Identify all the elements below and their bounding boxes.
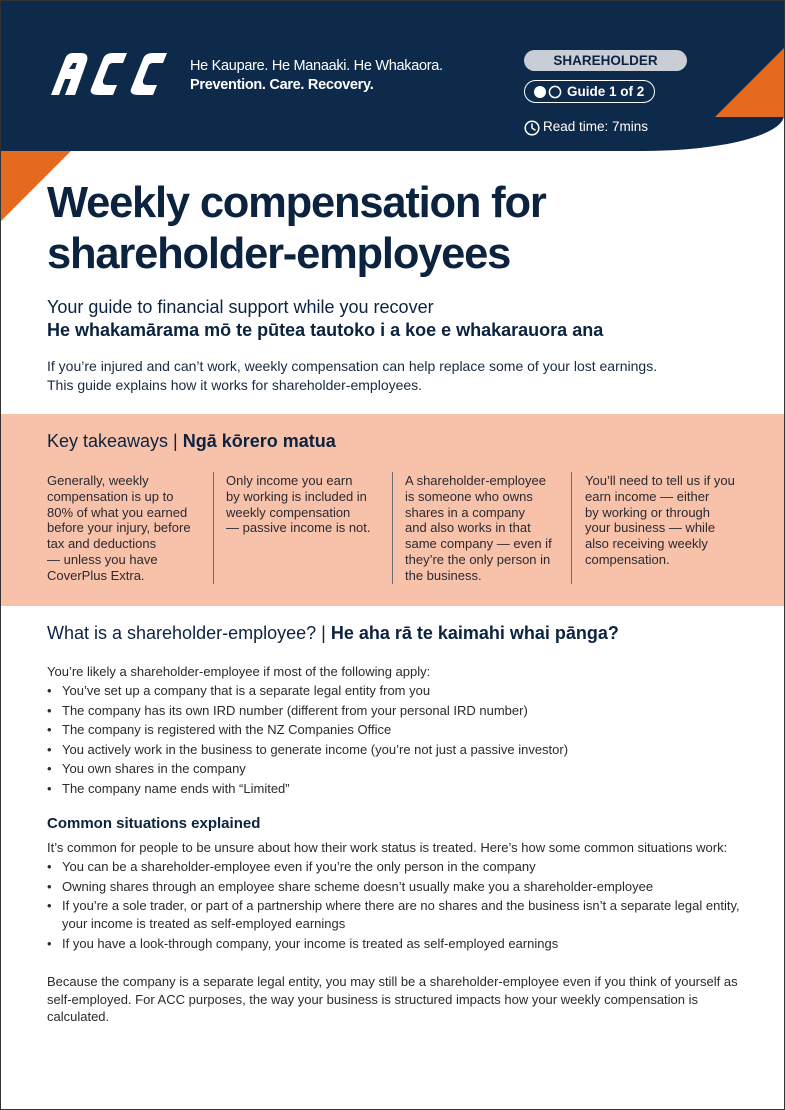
bullet-icon: • [47, 780, 52, 796]
key-takeaways-heading-mi: Ngā kōrero matua [182, 431, 336, 451]
takeaway-column-4 [585, 473, 743, 568]
common-situations-intro: It’s common for people to be unsure about how their work status is treated. Here’s how some common situations work: [47, 840, 728, 855]
bullet-icon: • [47, 683, 52, 698]
list-item-text: The company name ends with “Limited” [62, 780, 290, 796]
list-item [47, 701, 568, 721]
list-item [47, 897, 747, 933]
intro-line-1: If you’re injured and can’t work, weekly compensation can help replace some of your lost earnings. [47, 358, 658, 374]
what-is-heading [47, 623, 619, 644]
list-item-text: You own shares in the company [62, 761, 246, 777]
takeaway-line: your business — while [585, 520, 716, 536]
corner-accent-top-right [715, 48, 784, 117]
takeaway-line: and also works in that [405, 520, 531, 536]
subtitle: Your guide to financial support while you recover [47, 297, 434, 317]
takeaway-divider [213, 472, 214, 584]
subtitle-maori: He whakamārama mō te pūtea tautoko i a koe e whakarauora ana [47, 320, 604, 340]
list-item [47, 935, 747, 953]
list-item [47, 878, 747, 896]
takeaway-line: — passive income is not. [226, 520, 371, 536]
takeaway-line: before your injury, before [47, 520, 191, 536]
key-takeaways-heading-en: Key takeaways | [47, 431, 183, 451]
takeaway-line: 80% of what you earned [47, 504, 188, 520]
what-is-bullet-list [47, 681, 568, 799]
title-line-1: Weekly compensation for [47, 179, 546, 227]
bullet-icon: • [47, 741, 52, 757]
progress-dots-icon [533, 85, 563, 99]
list-item-text: You actively work in the business to generate income (you’re not just a passive investor) [62, 741, 569, 757]
takeaway-line: same company — even if [405, 536, 552, 552]
key-takeaways-panel [1, 414, 784, 606]
what-is-intro: You’re likely a shareholder-employee if most of the following apply: [47, 664, 431, 679]
list-item-text: You can be a shareholder-employee even if you’re the only person in the company [62, 859, 536, 874]
common-situations-bullet-list [47, 858, 747, 954]
takeaway-line: CoverPlus Extra. [47, 567, 145, 583]
acc-logo [47, 49, 169, 99]
list-item-text: If you have a look-through company, your income is treated as self-employed earnings [62, 935, 559, 951]
bullet-icon: • [47, 935, 52, 951]
takeaway-line: by working is included in [226, 488, 367, 504]
list-item [47, 759, 568, 779]
list-item [47, 740, 568, 760]
list-item-text: The company has its own IRD number (different from your personal IRD number) [62, 702, 528, 718]
key-takeaways-heading [47, 431, 336, 452]
read-time-label: Read time: 7mins [543, 119, 649, 134]
intro-paragraph [47, 357, 747, 395]
bullet-icon: • [47, 859, 52, 874]
tagline-english: Prevention. Care. Recovery. [190, 77, 374, 93]
audience-badge: SHAREHOLDER [524, 50, 687, 71]
takeaway-line: — unless you have [47, 551, 158, 567]
list-item [47, 720, 568, 740]
takeaway-line: You’ll need to tell us if you [585, 473, 735, 488]
list-item-text: You’ve set up a company that is a separate legal entity from you [62, 683, 431, 698]
guide-progress-pill [524, 80, 655, 103]
takeaway-column-3 [405, 473, 563, 584]
takeaway-line: compensation. [585, 551, 670, 567]
takeaway-line: by working or through [585, 504, 711, 520]
takeaway-line: tax and deductions [47, 536, 157, 552]
takeaway-line: they’re the only person in [405, 551, 551, 567]
list-item [47, 681, 568, 701]
clock-icon [524, 120, 540, 136]
takeaway-line: is someone who owns [405, 488, 533, 504]
bullet-icon: • [47, 761, 52, 777]
list-item [47, 779, 568, 799]
takeaway-divider [392, 472, 393, 584]
tagline-maori: He Kaupare. He Manaaki. He Whakaora. [190, 58, 443, 74]
takeaway-line: Generally, weekly [47, 473, 149, 488]
bullet-icon: • [47, 722, 52, 738]
takeaway-line: also receiving weekly [585, 536, 708, 552]
takeaway-line: shares in a company [405, 504, 525, 520]
takeaway-line: weekly compensation [226, 504, 351, 520]
bullet-icon: • [47, 878, 52, 894]
list-item-text: The company is registered with the NZ Companies Office [62, 722, 392, 738]
takeaway-column-2 [226, 473, 384, 536]
guide-label: Guide 1 of 2 [567, 84, 645, 99]
common-situations-heading: Common situations explained [47, 815, 261, 832]
takeaway-line: the business. [405, 567, 482, 583]
intro-line-2: This guide explains how it works for shareholder-employees. [47, 377, 423, 393]
takeaway-line: A shareholder-employee [405, 473, 546, 488]
takeaway-line: Only income you earn [226, 473, 353, 488]
closing-paragraph: Because the company is a separate legal entity, you may still be a shareholder-employee even if you think of yourself as self-employed. For ACC purposes, the way your business is structured impacts how your weekly compensation is calculated. [47, 974, 738, 1024]
what-is-heading-mi: He aha rā te kaimahi whai pānga? [330, 623, 619, 643]
header-banner [1, 1, 784, 151]
list-item [47, 858, 747, 876]
takeaway-divider [571, 472, 572, 584]
what-is-heading-en: What is a shareholder-employee? | [47, 623, 331, 643]
takeaway-line: earn income — either [585, 488, 710, 504]
list-item-text: If you’re a sole trader, or part of a partnership where there are no shares and the business isn’t a separate legal entity, your income is treated as self-employed earnings [62, 898, 740, 932]
takeaway-column-1 [47, 473, 205, 584]
title-line-2: shareholder-employees [47, 230, 511, 278]
bullet-icon: • [47, 702, 52, 718]
list-item-text: Owning shares through an employee share scheme doesn’t usually make you a shareholder-employee [62, 878, 654, 894]
takeaway-line: compensation is up to [47, 488, 174, 504]
page-title [47, 178, 546, 280]
bullet-icon: • [47, 898, 52, 914]
